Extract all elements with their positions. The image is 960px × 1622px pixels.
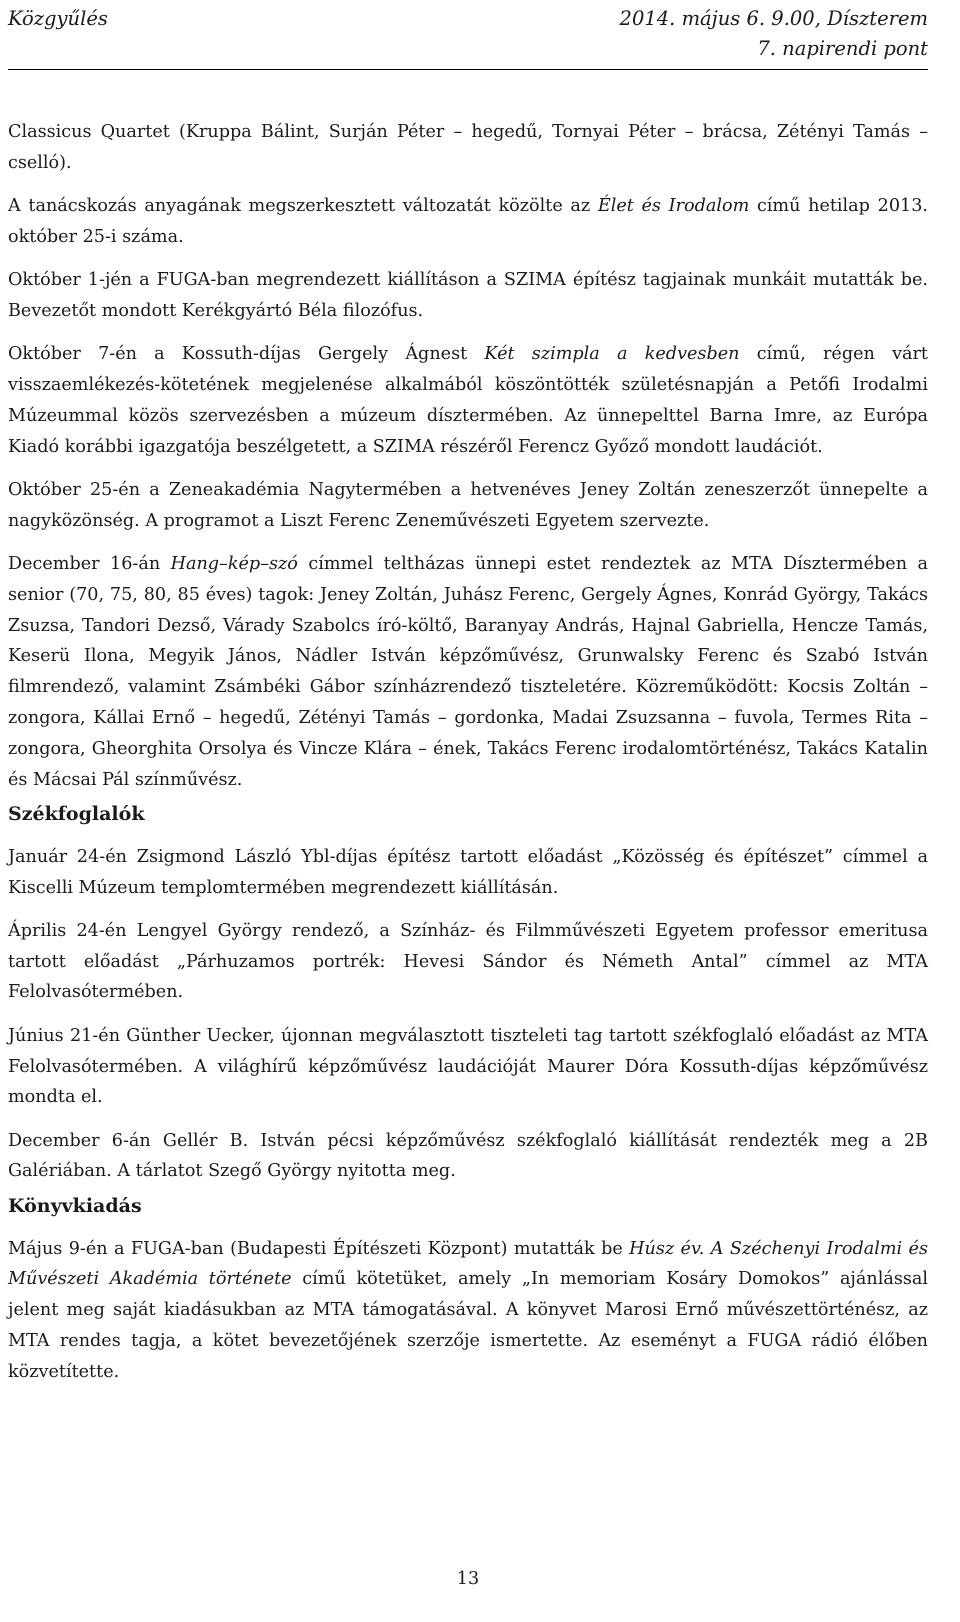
section-heading: Könyvkiadás <box>8 1195 142 1218</box>
text-run: Június 21-én Günther Uecker, újonnan megválasztott tiszteleti tag tartott székfoglaló előadást az MTA Felolvasótermében. A világhírű képzőművész laudációját Maurer Dóra Kossuth-díjas képzőművész mondta el. <box>8 1025 928 1108</box>
header-meta <box>620 4 928 64</box>
text-run: Október 25-én a Zeneakadémia Nagytermében a hetvenéves Jeney Zoltán zeneszerzőt ünnepelte a nagyközönség. A programot a Liszt Ferenc Zeneművészeti Egyetem szervezte. <box>8 479 928 531</box>
italic-title: Hang–kép–szó <box>170 554 298 575</box>
paragraph <box>8 191 928 253</box>
header-agenda-item: 7. napirendi pont <box>757 37 928 60</box>
text-run: címmel teltházas ünnepi estet rendeztek az MTA Dísztermében a senior (70, 75, 80, 85 éves) tagok: Jeney Zoltán, Juhász Ferenc, Gergely Ágnes, Konrád György, Takács Zsuzsa, Tandori Dezső, Várady Szabolcs író-költő, Baranyay András, Hajnal Gabriella, Hencze Tamás, Keserü Ilona, Megyik János, Nádler István képzőművész, Grunwalsky Ferenc és Szabó István filmrendező, valamint Zsámbéki Gábor színházrendező tiszteletére. Közreműködött: Kocsis Zoltán – zongora, Kállai Ernő – hegedű, Zétényi Tamás – gordonka, Madai Zsuzsanna – fuvola, Termes Rita – zongora, Gheorghita Orsolya és Vincze Klára – ének, Takács Ferenc irodalomtörténész, Takács Katalin és Mácsai Pál színművész. <box>8 554 928 790</box>
section-heading: Székfoglalók <box>8 803 145 826</box>
document-page <box>8 0 928 1622</box>
paragraph <box>8 842 928 904</box>
header-date: 2014. május 6. 9.00, Díszterem <box>619 7 928 30</box>
document-body <box>8 117 928 1400</box>
text-run: A tanácskozás anyagának megszerkesztett változatát közölte az <box>8 196 598 217</box>
paragraph <box>8 265 928 327</box>
text-run: című hetilap 2013. október 25-i száma. <box>8 196 928 247</box>
text-run: című, régen várt visszaemlékezés-kötetének megjelenése alkalmából köszöntötték születésnapján a Petőfi Irodalmi Múzeummal közös szervezésben a múzeum dísztermében. Az ünnepelttel Barna Imre, az Európa Kiadó korábbi igazgatója beszélgetett, a SZIMA részéről Ferencz Győző mondott laudációt. <box>8 344 928 457</box>
italic-title: Élet és Irodalom <box>597 196 750 217</box>
paragraph <box>8 1021 928 1113</box>
text-run: Május 9-én a FUGA-ban (Budapesti Építészeti Központ) mutatták be <box>8 1238 630 1259</box>
header-title: Közgyűlés <box>8 7 108 30</box>
text-run: Április 24-én Lengyel György rendező, a Színház- és Filmművészeti Egyetem professor emeritusa tartott előadást „Párhuzamos portrék: Hevesi Sándor és Németh Antal” címmel az MTA Felolvasótermében. <box>8 920 928 1003</box>
paragraph <box>8 117 928 179</box>
page-number: 13 <box>456 1569 480 1589</box>
header-rule <box>8 69 928 70</box>
text-run: December 6-án Gellér B. István pécsi képzőművész székfoglaló kiállítását rendezték meg a 2B Galériában. A tárlatot Szegő György nyitotta meg. <box>8 1130 928 1182</box>
paragraph <box>8 916 928 1008</box>
text-run: Október 1-jén a FUGA-ban megrendezett kiállításon a SZIMA építész tagjainak munkáit mutatták be. Bevezetőt mondott Kerékgyártó Béla filozófus. <box>8 270 928 321</box>
text-run: Classicus Quartet (Kruppa Bálint, Surján Péter – hegedű, Tornyai Péter – brácsa, Zétényi Tamás – cselló). <box>8 122 928 173</box>
text-run: című kötetüket, amely „In memoriam Kosáry Domokos” ajánlással jelent meg saját kiadásukban az MTA támogatásával. A könyvet Marosi Ernő művészettörténész, az MTA rendes tagja, a kötet bevezetőjének szerzője ismertette. Az eseményt a FUGA rádió élőben közvetítette. <box>8 1269 929 1382</box>
paragraph <box>8 475 928 537</box>
italic-title: Két szimpla a kedvesben <box>484 344 740 365</box>
text-run: Október 7-én a Kossuth-díjas Gergely Ágnest <box>8 344 485 365</box>
paragraph <box>8 1126 928 1188</box>
paragraph <box>8 339 928 462</box>
paragraph <box>8 1234 928 1388</box>
text-run: December 16-án <box>8 554 171 575</box>
paragraph <box>8 549 928 795</box>
text-run: Január 24-én Zsigmond László Ybl-díjas építész tartott előadást „Közösség és építészet” címmel a Kiscelli Múzeum templomtermében megrendezett kiállításán. <box>8 846 928 898</box>
italic-title: Húsz év. A Széchenyi Irodalmi és Művészeti Akadémia története <box>8 1238 928 1290</box>
